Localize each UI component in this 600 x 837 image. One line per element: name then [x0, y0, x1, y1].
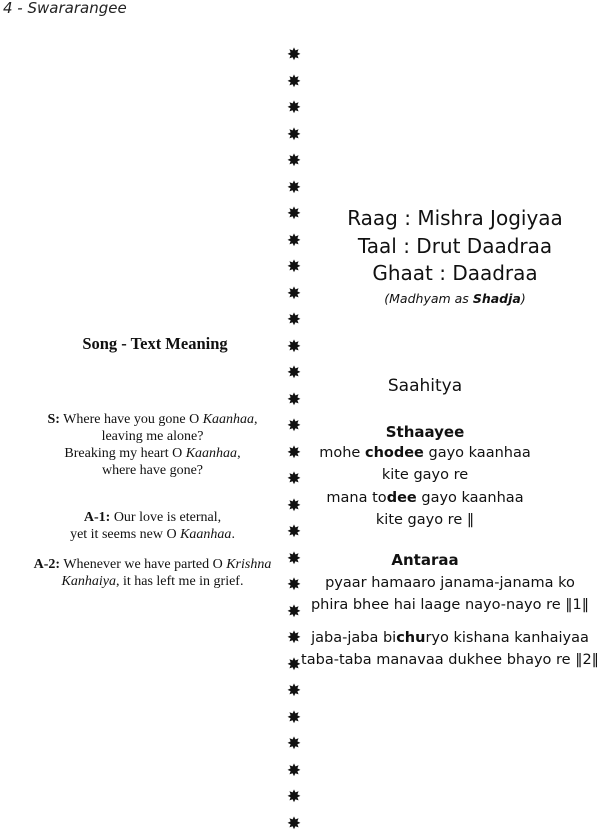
star-icon: ✸	[287, 281, 301, 308]
s-italic: Kaanhaa	[203, 412, 254, 427]
a1-label: A-1:	[84, 510, 110, 525]
star-icon: ✸	[287, 705, 301, 732]
lyric-bold: chodee	[365, 445, 424, 461]
a2-label: A-2:	[34, 557, 60, 572]
lyric-part: gayo kaanhaa	[424, 445, 531, 461]
meaning-sthaayee	[20, 411, 285, 479]
s3-text: Breaking my heart O	[64, 446, 185, 461]
meaning-title: Song - Text Meaning	[40, 334, 270, 354]
raag-value: Mishra Jogiyaa	[417, 206, 562, 230]
meaning-s-line-1	[20, 411, 285, 428]
a2-text-2: , it has left me in grief.	[116, 574, 244, 589]
meaning-a1-line-2	[20, 526, 285, 543]
note-prefix: (Madhyam as	[384, 291, 473, 306]
star-icon: ✸	[287, 678, 301, 705]
s-text: Where have you gone O	[60, 412, 203, 427]
lyric-line	[300, 627, 600, 649]
meaning-s-line-4: where have gone?	[20, 462, 285, 479]
a1-text: Our love is eternal,	[110, 510, 221, 525]
antaraa-lyrics-1	[300, 572, 600, 617]
meaning-a2-line-1	[20, 556, 285, 573]
taal-value: Drut Daadraa	[416, 234, 552, 258]
taal-label: Taal :	[358, 233, 410, 261]
star-icon: ✸	[287, 360, 301, 387]
lyric-part: mana to	[326, 490, 386, 506]
a1-end: .	[231, 527, 235, 542]
saahitya-title: Saahitya	[310, 376, 540, 396]
star-icon: ✸	[287, 466, 301, 493]
antaraa-lyrics-2	[300, 627, 600, 672]
ghaat-line	[310, 260, 600, 288]
note-suffix: )	[521, 291, 526, 306]
note-bold: Shadja	[473, 291, 521, 306]
star-icon: ✸	[287, 387, 301, 414]
lyric-line: pyaar hamaaro janama-janama ko	[300, 572, 600, 594]
lyric-line	[310, 442, 540, 464]
star-icon: ✸	[287, 254, 301, 281]
ghaat-label: Ghaat :	[372, 260, 446, 288]
s-text-end: ,	[254, 412, 258, 427]
lyric-line	[310, 487, 540, 509]
a2-text: Whenever we have parted O	[60, 557, 226, 572]
star-icon: ✸	[287, 175, 301, 202]
star-icon: ✸	[287, 42, 301, 69]
star-icon: ✸	[287, 228, 301, 255]
star-icon: ✸	[287, 148, 301, 175]
star-divider	[283, 42, 305, 837]
lyric-line: taba-taba manavaa dukhee bhayo re ‖2‖	[300, 649, 600, 671]
lyric-part: gayo kaanhaa	[417, 490, 524, 506]
star-icon: ✸	[287, 334, 301, 361]
lyric-line: kite gayo re	[310, 464, 540, 486]
star-icon: ✸	[287, 652, 301, 679]
star-icon: ✸	[287, 201, 301, 228]
a1-italic: Kaanhaa	[180, 527, 231, 542]
meaning-a2-line-2	[20, 573, 285, 590]
star-icon: ✸	[287, 625, 301, 652]
sthaayee-heading: Sthaayee	[310, 423, 540, 441]
a2-italic: Krishna	[226, 557, 271, 572]
raag-details	[310, 205, 600, 306]
star-icon: ✸	[287, 599, 301, 626]
star-icon: ✸	[287, 95, 301, 122]
star-icon: ✸	[287, 572, 301, 599]
meaning-antaraa-1	[20, 509, 285, 543]
page-header: 4 - Swararangee	[3, 0, 127, 17]
meaning-s-line-3	[20, 445, 285, 462]
star-icon: ✸	[287, 69, 301, 96]
star-icon: ✸	[287, 413, 301, 440]
star-icon: ✸	[287, 546, 301, 573]
star-icon: ✸	[287, 519, 301, 546]
lyric-part: mohe	[319, 445, 365, 461]
meaning-antaraa-2	[20, 556, 285, 590]
taal-line	[310, 233, 600, 261]
meaning-s-line-2: leaving me alone?	[20, 428, 285, 445]
lyric-part: jaba-jaba bi	[311, 630, 396, 646]
lyric-part: ryo kishana kanhaiyaa	[425, 630, 588, 646]
star-icon: ✸	[287, 440, 301, 467]
antaraa-heading: Antaraa	[310, 551, 540, 569]
lyric-line: phira bhee hai laage nayo-nayo re ‖1‖	[300, 594, 600, 616]
s3-italic: Kaanhaa	[186, 446, 237, 461]
star-icon: ✸	[287, 784, 301, 811]
a2-italic-2: Kanhaiya	[62, 574, 116, 589]
lyric-bold: dee	[387, 490, 417, 506]
raag-line	[310, 205, 600, 233]
lyric-line: kite gayo re ‖	[310, 509, 540, 531]
star-icon: ✸	[287, 811, 301, 837]
star-icon: ✸	[287, 122, 301, 149]
meaning-a1-line-1	[20, 509, 285, 526]
star-icon: ✸	[287, 307, 301, 334]
a1-text-2: yet it seems new O	[70, 527, 180, 542]
star-icon: ✸	[287, 493, 301, 520]
ghaat-value: Daadraa	[452, 261, 537, 285]
star-icon: ✸	[287, 731, 301, 758]
raag-label: Raag :	[347, 205, 411, 233]
star-icon: ✸	[287, 758, 301, 785]
madhyam-note	[310, 291, 600, 306]
s3-end: ,	[237, 446, 241, 461]
sthaayee-lyrics	[310, 442, 540, 531]
s-label: S:	[47, 412, 59, 427]
lyric-bold: chu	[396, 630, 425, 646]
